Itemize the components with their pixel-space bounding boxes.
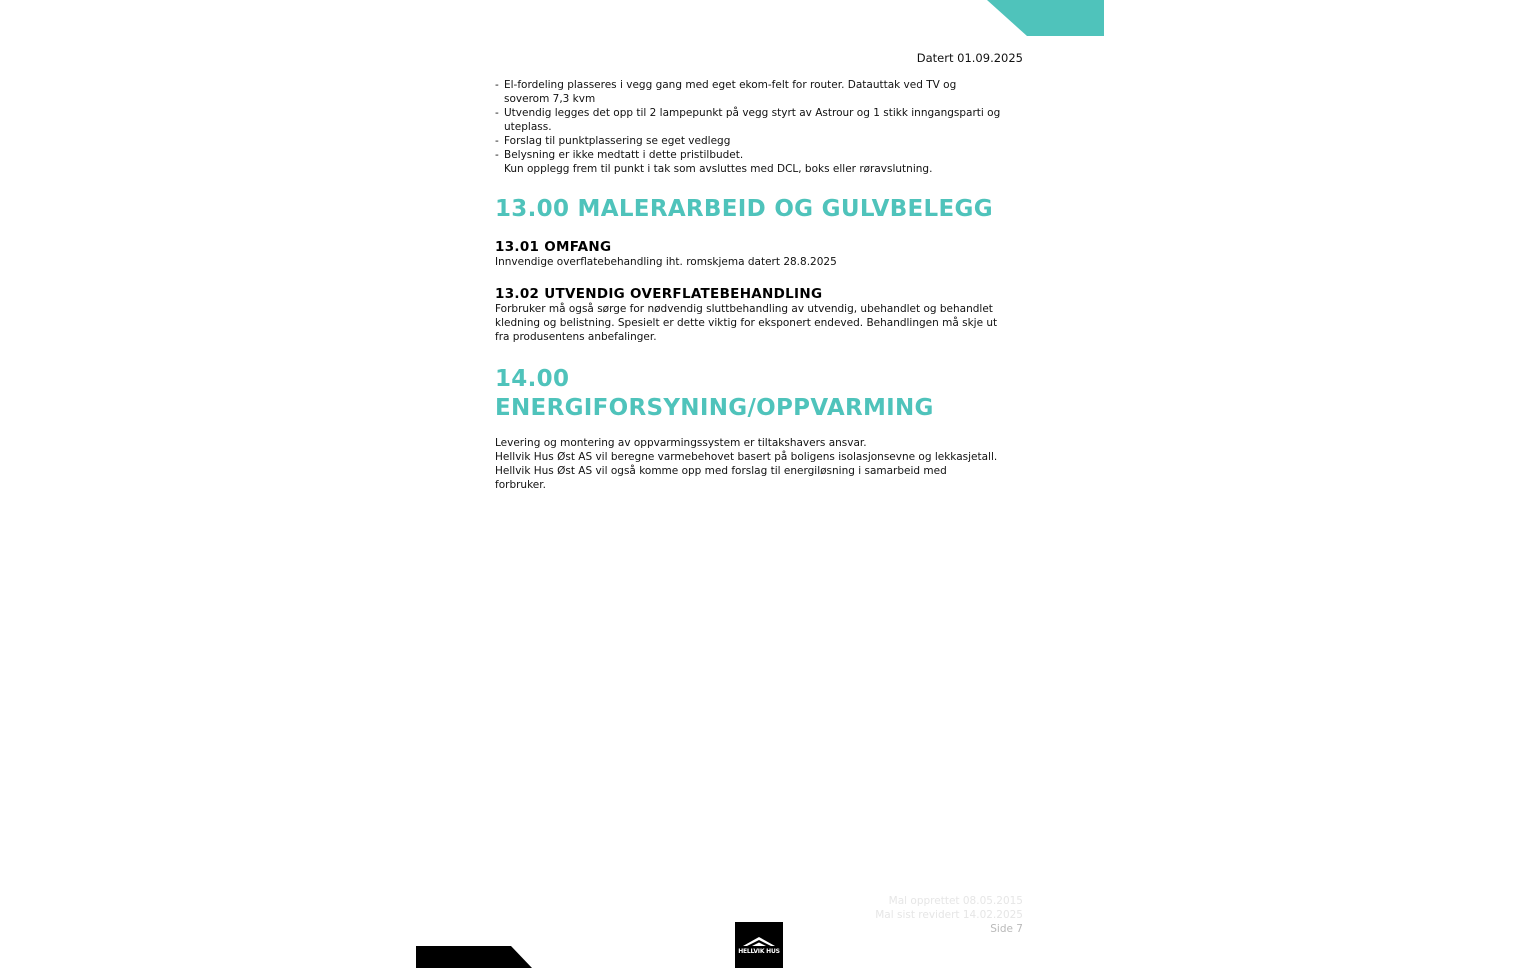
list-item: - Forslag til punktplassering se eget vedlegg — [495, 134, 1025, 148]
list-item: - Utvendig legges det opp til 2 lampepunkt på vegg styrt av Astrour og 1 stikk inngangsparti og — [495, 106, 1025, 120]
list-item: - Belysning er ikke medtatt i dette pristilbudet. — [495, 148, 1025, 162]
subsection-13-01-text: Innvendige overflatebehandling iht. romskjema datert 28.8.2025 — [495, 256, 837, 268]
section-14-heading — [495, 365, 1025, 423]
electrical-notes-list — [495, 78, 1025, 176]
text-line: fra produsentens anbefalinger. — [495, 331, 657, 343]
section-14-text — [495, 436, 1025, 492]
page-number: Side 7 — [990, 923, 1023, 935]
document-content — [495, 78, 1025, 492]
house-roof-icon — [742, 935, 776, 947]
company-logo — [735, 922, 783, 968]
footer-metadata — [875, 894, 1023, 936]
text-line: kledning og belistning. Spesielt er dette viktig for eksponert endeved. Behandlingen må skje ut — [495, 317, 998, 329]
subsection-13-02-text — [495, 302, 1025, 344]
text-line: Hellvik Hus Øst AS vil beregne varmebehovet basert på boligens isolasjonsevne og lekkasjetall. — [495, 451, 998, 463]
template-created-date: Mal opprettet 08.05.2015 — [888, 895, 1023, 907]
text-line: Hellvik Hus Øst AS vil også komme opp med forslag til energiløsning i samarbeid med — [495, 465, 947, 477]
section-13-heading: 13.00 MALERARBEID OG GULVBELEGG — [495, 196, 993, 222]
list-item: - El-fordeling plasseres i vegg gang med eget ekom-felt for router. Datauttak ved TV og — [495, 78, 1025, 92]
subsection-13-01-heading: 13.01 OMFANG — [495, 239, 612, 255]
list-item: Kun opplegg frem til punkt i tak som avsluttes med DCL, boks eller røravslutning. — [504, 163, 933, 175]
text-line: Forbruker må også sørge for nødvendig sluttbehandling av utvendig, ubehandlet og behandlet — [495, 303, 993, 315]
logo-text: HELLVIK HUS — [738, 948, 780, 955]
text-line: forbruker. — [495, 479, 546, 491]
list-item: soverom 7,3 kvm — [504, 93, 596, 105]
document-date: Datert 01.09.2025 — [916, 51, 1023, 65]
template-revised-date: Mal sist revidert 14.02.2025 — [875, 909, 1023, 921]
subsection-13-02-heading: 13.02 UTVENDIG OVERFLATEBEHANDLING — [495, 286, 823, 302]
list-item: uteplass. — [504, 121, 552, 133]
section-14-number: 14.00 — [495, 366, 570, 392]
text-line: Levering og montering av oppvarmingssystem er tiltakshavers ansvar. — [495, 437, 867, 449]
section-14-title: ENERGIFORSYNING/OPPVARMING — [495, 395, 934, 421]
